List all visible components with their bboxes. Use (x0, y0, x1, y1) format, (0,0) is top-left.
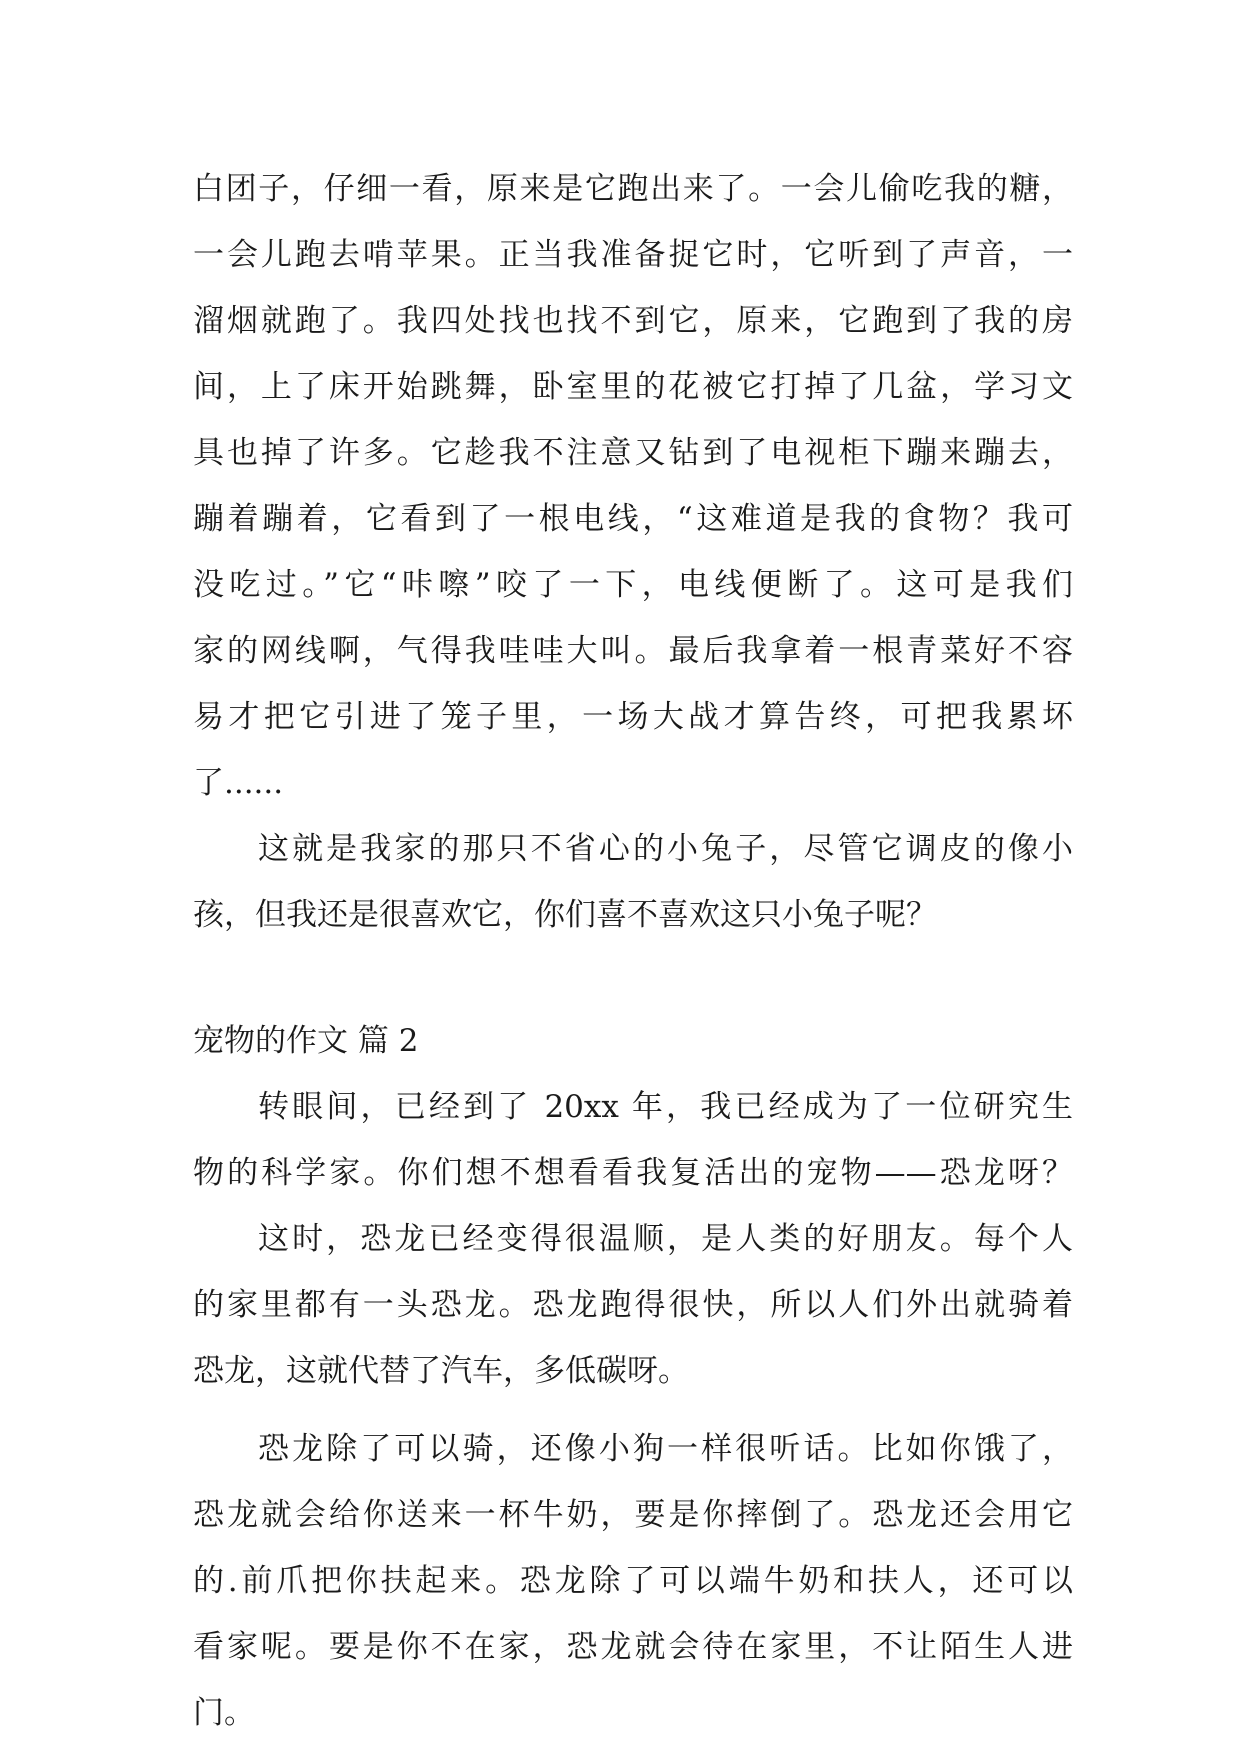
paragraph-line: 没吃过。”它“咔嚓”咬了一下，电线便断了。这可是我们 (193, 567, 1073, 603)
paragraph-line: 这时，恐龙已经变得很温顺，是人类的好朋友。每个人 (258, 1221, 1073, 1257)
paragraph-line: 这就是我家的那只不省心的小兔子，尽管它调皮的像小 (258, 831, 1073, 867)
paragraph-line: 转眼间，已经到了 20xx 年，我已经成为了一位研究生 (258, 1089, 1073, 1125)
paragraph-line: 白团子，仔细一看，原来是它跑出来了。一会儿偷吃我的糖， (193, 171, 1073, 207)
paragraph-line: 家的网线啊，气得我哇哇大叫。最后我拿着一根青菜好不容 (193, 633, 1073, 669)
paragraph-line: 一会儿跑去啃苹果。正当我准备捉它时，它听到了声音，一 (193, 237, 1073, 273)
paragraph-line: 蹦着蹦着，它看到了一根电线，“这难道是我的食物？我可 (193, 501, 1073, 537)
paragraph-line: 物的科学家。你们想不想看看我复活出的宠物——恐龙呀？ (193, 1155, 1073, 1191)
paragraph-line: 看家呢。要是你不在家，恐龙就会待在家里，不让陌生人进 (193, 1629, 1073, 1665)
paragraph-line: 易才把它引进了笼子里，一场大战才算告终，可把我累坏 (193, 699, 1073, 735)
section-heading: 宠物的作文 篇 2 (193, 1023, 419, 1059)
paragraph-line: 恐龙除了可以骑，还像小狗一样很听话。比如你饿了， (258, 1431, 1073, 1467)
paragraph-line: 的.前爪把你扶起来。恐龙除了可以端牛奶和扶人，还可以 (193, 1563, 1073, 1599)
paragraph-line: 门。 (193, 1695, 255, 1731)
paragraph-line: 间，上了床开始跳舞，卧室里的花被它打掉了几盆，学习文 (193, 369, 1073, 405)
paragraph-line: 具也掉了许多。它趁我不注意又钻到了电视柜下蹦来蹦去， (193, 435, 1073, 471)
paragraph-line: 恐龙就会给你送来一杯牛奶，要是你摔倒了。恐龙还会用它 (193, 1497, 1073, 1533)
paragraph-line: 恐龙，这就代替了汽车，多低碳呀。 (193, 1353, 689, 1389)
paragraph-line: 孩，但我还是很喜欢它，你们喜不喜欢这只小兔子呢？ (193, 897, 937, 933)
paragraph-line: 了...... (193, 765, 284, 801)
paragraph-line: 溜烟就跑了。我四处找也找不到它，原来，它跑到了我的房 (193, 303, 1073, 339)
paragraph-line: 的家里都有一头恐龙。恐龙跑得很快，所以人们外出就骑着 (193, 1287, 1073, 1323)
